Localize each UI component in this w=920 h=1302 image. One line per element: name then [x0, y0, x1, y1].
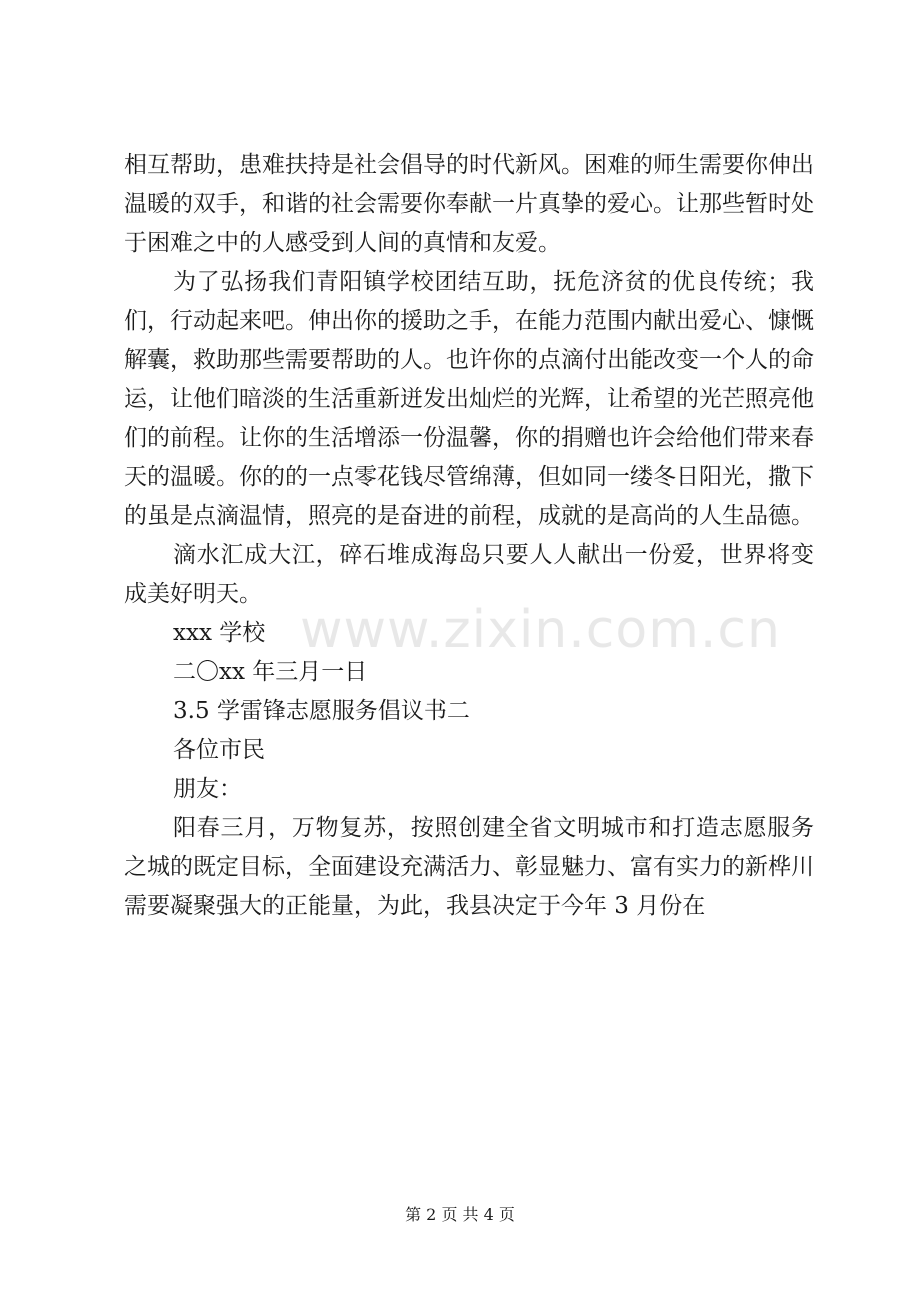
signature-date: 二〇xx 年三月一日: [173, 659, 368, 685]
salutation-line-1: 各位市民: [173, 737, 265, 763]
document-body: [124, 146, 814, 926]
salutation-line-2: 朋友：: [173, 776, 242, 802]
paragraph-4: 阳春三月，万物复苏，按照创建全省文明城市和打造志愿服务之城的既定目标，全面建设充满活力、彰显魅力、富有实力的新桦川需要凝聚强大的正能量，为此，我县决定于今年 3 月份在: [124, 815, 814, 919]
signature-school: xxx 学校: [173, 620, 266, 646]
paragraph-3: 滴水汇成大江，碎石堆成海岛只要人人献出一份爱，世界将变成美好明天。: [124, 542, 814, 607]
watermark-text: www.zixin.com.cn: [300, 600, 781, 660]
page-footer: 第 2 页 共 4 页: [405, 1205, 515, 1224]
section-title: 3.5 学雷锋志愿服务倡议书二: [173, 698, 470, 724]
paragraph-1: 相互帮助，患难扶持是社会倡导的时代新风。困难的师生需要你伸出温暖的双手，和谐的社会需要你奉献一片真挚的爱心。让那些暂时处于困难之中的人感受到人间的真情和友爱。: [124, 152, 814, 256]
paragraph-2: 为了弘扬我们青阳镇学校团结互助，抚危济贫的优良传统；我们，行动起来吧。伸出你的援助之手，在能力范围内献出爱心、慷慨解囊，救助那些需要帮助的人。也许你的点滴付出能改变一个人的命运，让他们暗淡的生活重新迸发出灿烂的光辉，让希望的光芒照亮他们的前程。让你的生活增添一份温馨，你的捐赠也许会给他们带来春天的温暖。你的的一点零花钱尽管绵薄，但如同一缕冬日阳光，撒下的虽是点滴温情，照亮的是奋进的前程，成就的是高尚的人生品德。: [124, 269, 814, 529]
